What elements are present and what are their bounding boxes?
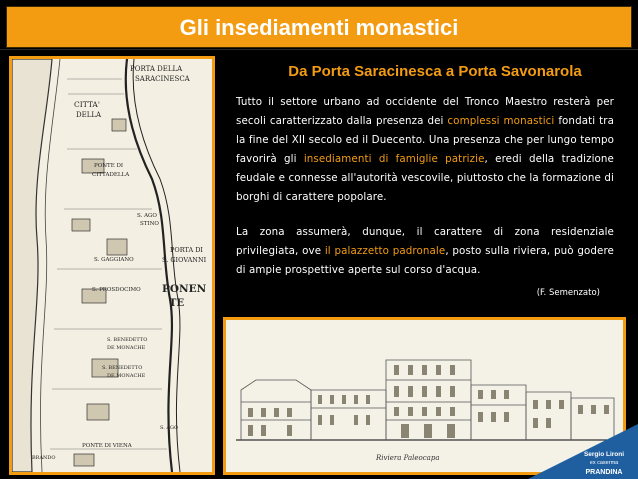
historic-map-drawing <box>12 59 212 472</box>
paragraph-1 <box>236 93 614 209</box>
map-label: DELLA <box>76 111 102 119</box>
badge-place: PRANDINA <box>585 469 623 476</box>
badge-role: ex caserma <box>589 460 619 466</box>
map-label: CITTADELLA <box>92 172 130 178</box>
map-label: S. BENEDETTO <box>107 337 148 343</box>
map-label: PONTE DI VIENA <box>82 443 132 449</box>
badge-author-name: Sergio Lironi <box>583 451 625 458</box>
map-label: PORTA DI <box>170 246 204 254</box>
slide-title: Gli insediamenti monastici <box>179 15 459 40</box>
map-label: CITTA' <box>74 100 100 109</box>
badge-text <box>574 450 634 477</box>
historic-map <box>12 59 212 472</box>
map-label: S. AGO <box>160 425 179 431</box>
map-label: SARACINESCA <box>135 75 190 83</box>
map-label: BRANDO <box>32 455 56 461</box>
title-box <box>6 6 632 48</box>
paragraph-text: , eredi della tradizione feudale e connesse all'autorità vescovile, piuttosto che la formazione di borghi di carattere popolare. <box>236 153 614 203</box>
map-label: STINO <box>140 221 159 227</box>
map-label: S. PROSDOCIMO <box>92 287 141 293</box>
map-label: S. GIOVANNI <box>162 256 207 264</box>
slide-subtitle: Da Porta Saracinesca a Porta Savonarola <box>288 63 582 80</box>
map-label: S. GAGGIANO <box>94 257 134 263</box>
map-label: S. BENEDETTO <box>102 365 143 371</box>
map-label: DE MONACHE <box>107 373 146 379</box>
paragraph-text: Tutto il settore urbano ad occidente del Tronco Maestro resterà per secoli caratterizzato dalla presenza dei <box>236 96 614 127</box>
title-bar <box>0 0 638 50</box>
map-label: PORTA DELLA <box>130 65 183 73</box>
paragraph-text: , posto sulla riviera, può godere di ampie prospettive aperte sul corso d'acqua. <box>236 245 614 276</box>
paragraph-text: fondati tra la fine del XII secolo ed il Duecento. Una presenza che per lungo tempo favorirà gli <box>236 115 614 165</box>
author-badge <box>528 424 638 479</box>
map-label: S. AGO <box>137 213 157 219</box>
highlight-text: insediamenti di famiglie patrizie <box>303 153 485 165</box>
paragraph-2 <box>236 223 614 281</box>
historic-map-frame <box>9 56 215 475</box>
paragraph-text: La zona assumerà, dunque, il carattere di zona residenziale privilegiata, ove <box>236 226 614 257</box>
map-label: TE <box>169 298 185 309</box>
sketch-caption: Riviera Paleocapa <box>376 454 440 462</box>
citation: (F. Semenzato) <box>536 288 600 298</box>
map-label: DE MONACHE <box>107 345 146 351</box>
highlight-text: complessi monastici <box>447 115 555 127</box>
map-label: PONEN <box>162 283 207 295</box>
map-label: PONTE DI <box>94 163 124 169</box>
highlight-text: il palazzetto padronale <box>324 245 446 257</box>
